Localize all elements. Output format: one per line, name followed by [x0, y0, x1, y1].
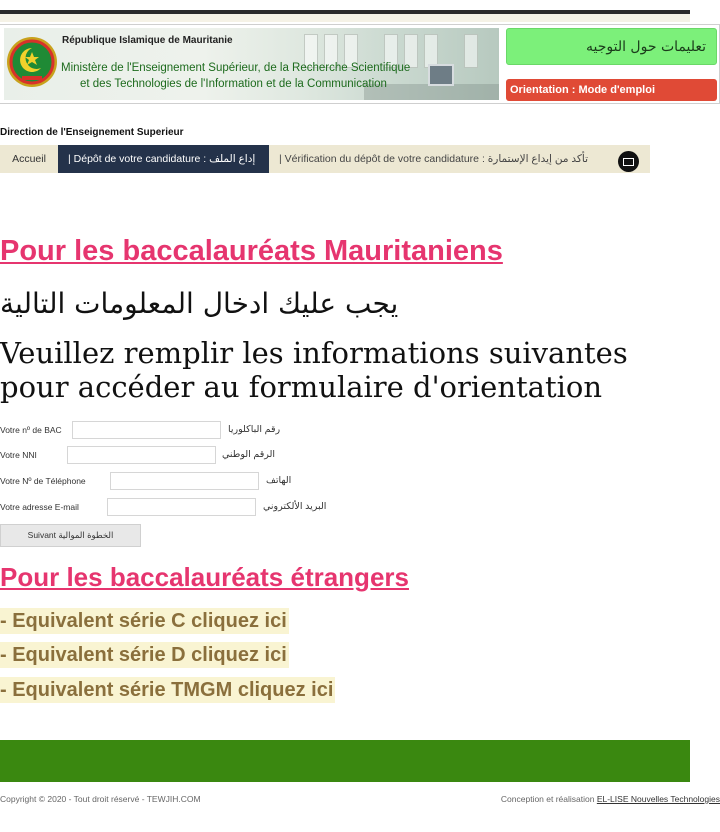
top-light-band: [0, 14, 690, 22]
credit-link[interactable]: EL-LISE Nouvelles Technologies: [596, 794, 720, 804]
next-step-button[interactable]: Suivant الخطوة الموالية: [0, 524, 141, 547]
email-input[interactable]: [107, 498, 256, 516]
orientation-guide-ar-button[interactable]: تعليمات حول التوجيه: [506, 28, 717, 65]
ministry-line-2: et des Technologies de l'Information et de la Communication: [80, 78, 387, 90]
email-label: Votre adresse E-mail: [0, 502, 79, 512]
phone-label: Votre Nº de Téléphone: [0, 476, 86, 486]
bac-row: [0, 421, 300, 441]
monitor-icon: [428, 64, 454, 86]
heading-mauritanian-bac: Pour les baccalauréats Mauritaniens: [0, 235, 503, 267]
nav-verification[interactable]: | Vérification du dépôt de votre candidature : تأكد من إيداع الإستمارة: [279, 153, 589, 165]
header-banner: [0, 24, 720, 104]
nni-row: [0, 446, 300, 466]
email-row: [0, 498, 340, 518]
bac-label-ar: رقم الباكلوريا: [228, 424, 281, 435]
heading-foreign-bac: Pour les baccalauréats étrangers: [0, 562, 409, 592]
credit: [501, 794, 720, 804]
copyright: Copyright © 2020 - Tout droit réservé - TEWJIH.COM: [0, 794, 201, 804]
nni-input[interactable]: [67, 446, 216, 464]
mauritania-seal-icon: [6, 30, 58, 94]
instruction-french: Veuillez remplir les informations suivantes pour accéder au formulaire d'orientation: [0, 336, 628, 404]
link-equivalent-d[interactable]: - Equivalent série D cliquez ici: [0, 644, 287, 666]
link-equivalent-c[interactable]: - Equivalent série C cliquez ici: [0, 610, 287, 632]
email-label-ar: البريد الألكتروني: [263, 501, 327, 512]
bac-label: Votre nº de BAC: [0, 425, 62, 435]
nav-home[interactable]: Accueil: [12, 153, 46, 165]
republic-title: République Islamique de Mauritanie: [62, 35, 233, 46]
orientation-guide-fr-button[interactable]: Orientation : Mode d'emploi: [506, 79, 717, 101]
phone-label-ar: الهاتف: [266, 475, 292, 486]
phone-row: [0, 472, 320, 492]
direction-title: Direction de l'Enseignement Superieur: [0, 127, 184, 138]
link-equivalent-tmgm[interactable]: - Equivalent série TMGM cliquez ici: [0, 679, 334, 701]
instruction-arabic: يجب عليك ادخال المعلومات التالية: [0, 287, 399, 320]
ministry-line-1: Ministère de l'Enseignement Supérieur, de la Recherche Scientifique: [61, 62, 411, 74]
phone-input[interactable]: [110, 472, 259, 490]
nav-deposit[interactable]: | Dépôt de votre candidature : إداع الملف: [58, 145, 269, 173]
nni-label-ar: الرقم الوطني: [222, 449, 276, 460]
credit-prefix: Conception et réalisation: [500, 794, 597, 804]
footer-bar: [0, 740, 690, 782]
mail-icon[interactable]: [618, 151, 639, 172]
nni-label: Votre NNI: [0, 450, 37, 460]
bac-input[interactable]: [72, 421, 221, 439]
main-nav: [0, 145, 650, 173]
